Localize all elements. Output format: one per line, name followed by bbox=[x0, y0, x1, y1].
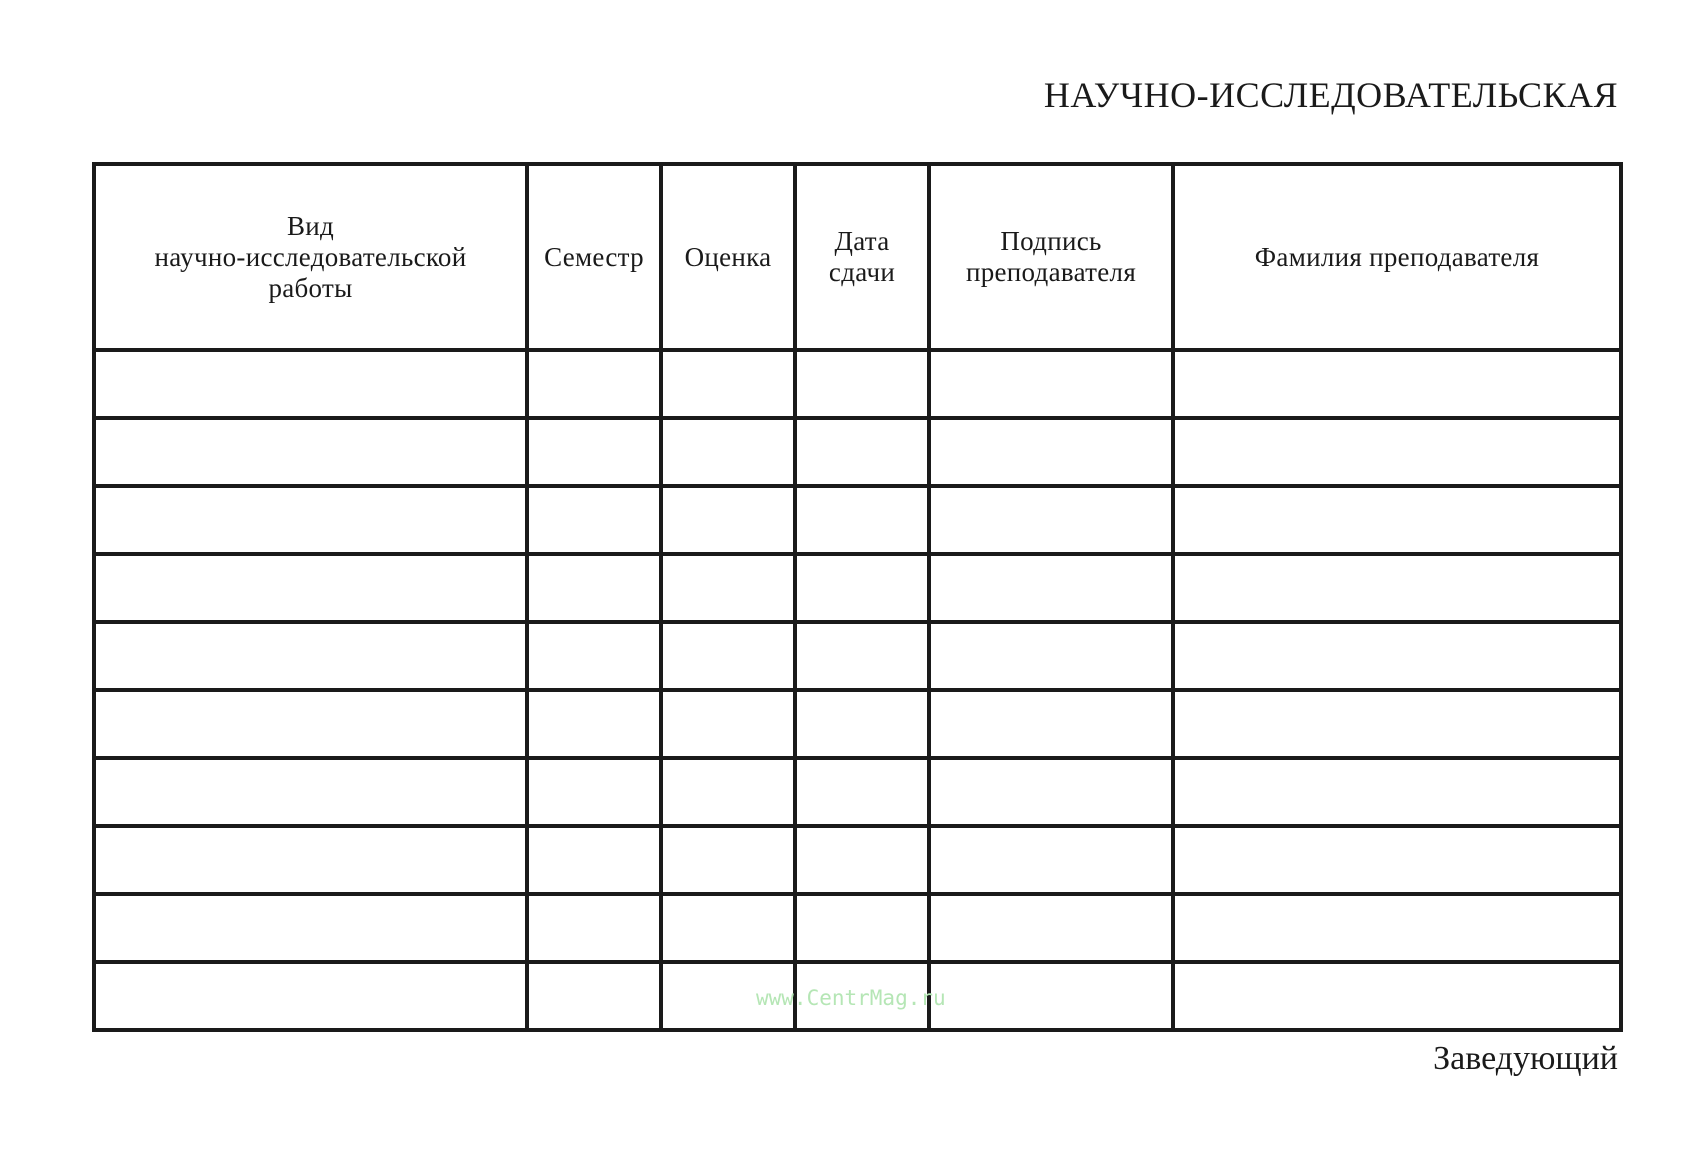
column-header-line: сдачи bbox=[828, 257, 896, 287]
table-cell[interactable] bbox=[661, 826, 795, 894]
column-header-line: Оценка bbox=[684, 241, 772, 272]
table-cell[interactable] bbox=[929, 894, 1173, 962]
table-cell[interactable] bbox=[527, 826, 661, 894]
table-cell[interactable] bbox=[795, 622, 929, 690]
table-cell[interactable] bbox=[527, 418, 661, 486]
table-cell[interactable] bbox=[795, 486, 929, 554]
table-cell[interactable] bbox=[661, 350, 795, 418]
table-cell[interactable] bbox=[94, 418, 527, 486]
table-cell[interactable] bbox=[929, 758, 1173, 826]
table-cell[interactable] bbox=[929, 350, 1173, 418]
column-header-line: научно-исследовательской bbox=[154, 241, 467, 272]
column-header-line: Вид bbox=[286, 210, 335, 241]
footer-label: Заведующий bbox=[1433, 1040, 1618, 1077]
table-row bbox=[94, 554, 1621, 622]
table-header-row bbox=[94, 164, 1621, 350]
table-cell[interactable] bbox=[1173, 350, 1621, 418]
table-cell[interactable] bbox=[795, 758, 929, 826]
table-cell[interactable] bbox=[94, 554, 527, 622]
column-header-line: Подпись bbox=[1000, 226, 1102, 256]
table-cell[interactable] bbox=[661, 758, 795, 826]
column-header-line: работы bbox=[268, 272, 353, 303]
table-cell[interactable] bbox=[527, 486, 661, 554]
table-cell[interactable] bbox=[94, 350, 527, 418]
table-cell[interactable] bbox=[1173, 554, 1621, 622]
table-cell[interactable] bbox=[94, 826, 527, 894]
table-row bbox=[94, 622, 1621, 690]
research-work-table bbox=[92, 162, 1623, 1032]
table-cell[interactable] bbox=[1173, 894, 1621, 962]
table-cell[interactable] bbox=[795, 826, 929, 894]
table-cell[interactable] bbox=[661, 418, 795, 486]
table-row bbox=[94, 418, 1621, 486]
table-cell[interactable] bbox=[527, 758, 661, 826]
table-cell[interactable] bbox=[1173, 826, 1621, 894]
table-cell[interactable] bbox=[661, 554, 795, 622]
table-cell[interactable] bbox=[94, 962, 527, 1030]
table-cell[interactable] bbox=[94, 894, 527, 962]
column-header-teacher-name bbox=[1173, 164, 1621, 350]
table-cell[interactable] bbox=[661, 622, 795, 690]
table-cell[interactable] bbox=[94, 622, 527, 690]
table-cell[interactable] bbox=[527, 554, 661, 622]
table-cell[interactable] bbox=[94, 758, 527, 826]
column-header-line: Семестр bbox=[544, 241, 644, 272]
table-cell[interactable] bbox=[929, 554, 1173, 622]
table-row bbox=[94, 350, 1621, 418]
table-cell[interactable] bbox=[795, 418, 929, 486]
table-cell[interactable] bbox=[527, 690, 661, 758]
table-cell[interactable] bbox=[795, 350, 929, 418]
table-cell[interactable] bbox=[1173, 622, 1621, 690]
column-header-date bbox=[795, 164, 929, 350]
table-cell[interactable] bbox=[929, 962, 1173, 1030]
table-cell[interactable] bbox=[527, 350, 661, 418]
table-cell[interactable] bbox=[94, 486, 527, 554]
table-cell[interactable] bbox=[929, 486, 1173, 554]
column-header-line: преподавателя bbox=[965, 257, 1137, 287]
table-cell[interactable] bbox=[1173, 758, 1621, 826]
column-header-grade bbox=[661, 164, 795, 350]
table-cell[interactable] bbox=[527, 622, 661, 690]
table-cell[interactable] bbox=[929, 622, 1173, 690]
table-cell[interactable] bbox=[661, 690, 795, 758]
column-header-semester bbox=[527, 164, 661, 350]
column-header-work-type bbox=[94, 164, 527, 350]
table-row bbox=[94, 894, 1621, 962]
table-cell[interactable] bbox=[94, 690, 527, 758]
table-cell[interactable] bbox=[1173, 690, 1621, 758]
table-cell[interactable] bbox=[795, 554, 929, 622]
table-cell[interactable] bbox=[661, 486, 795, 554]
table-cell[interactable] bbox=[795, 690, 929, 758]
table-cell[interactable] bbox=[929, 690, 1173, 758]
column-header-signature bbox=[929, 164, 1173, 350]
page-title: НАУЧНО-ИССЛЕДОВАТЕЛЬСКАЯ bbox=[1043, 75, 1618, 115]
table-body bbox=[94, 350, 1621, 1030]
table-cell[interactable] bbox=[929, 418, 1173, 486]
table-cell[interactable] bbox=[1173, 418, 1621, 486]
table-cell[interactable] bbox=[527, 962, 661, 1030]
table-row bbox=[94, 690, 1621, 758]
table-cell[interactable] bbox=[1173, 486, 1621, 554]
table-cell[interactable] bbox=[795, 894, 929, 962]
table-row bbox=[94, 826, 1621, 894]
table-cell[interactable] bbox=[1173, 962, 1621, 1030]
table-row bbox=[94, 486, 1621, 554]
table-cell[interactable] bbox=[527, 894, 661, 962]
table-cell[interactable] bbox=[661, 894, 795, 962]
column-header-line: Фамилия преподавателя bbox=[1254, 241, 1540, 272]
column-header-line: Дата bbox=[834, 226, 890, 256]
table-cell[interactable] bbox=[929, 826, 1173, 894]
table-row bbox=[94, 758, 1621, 826]
watermark: www.CentrMag.ru bbox=[756, 986, 946, 1010]
